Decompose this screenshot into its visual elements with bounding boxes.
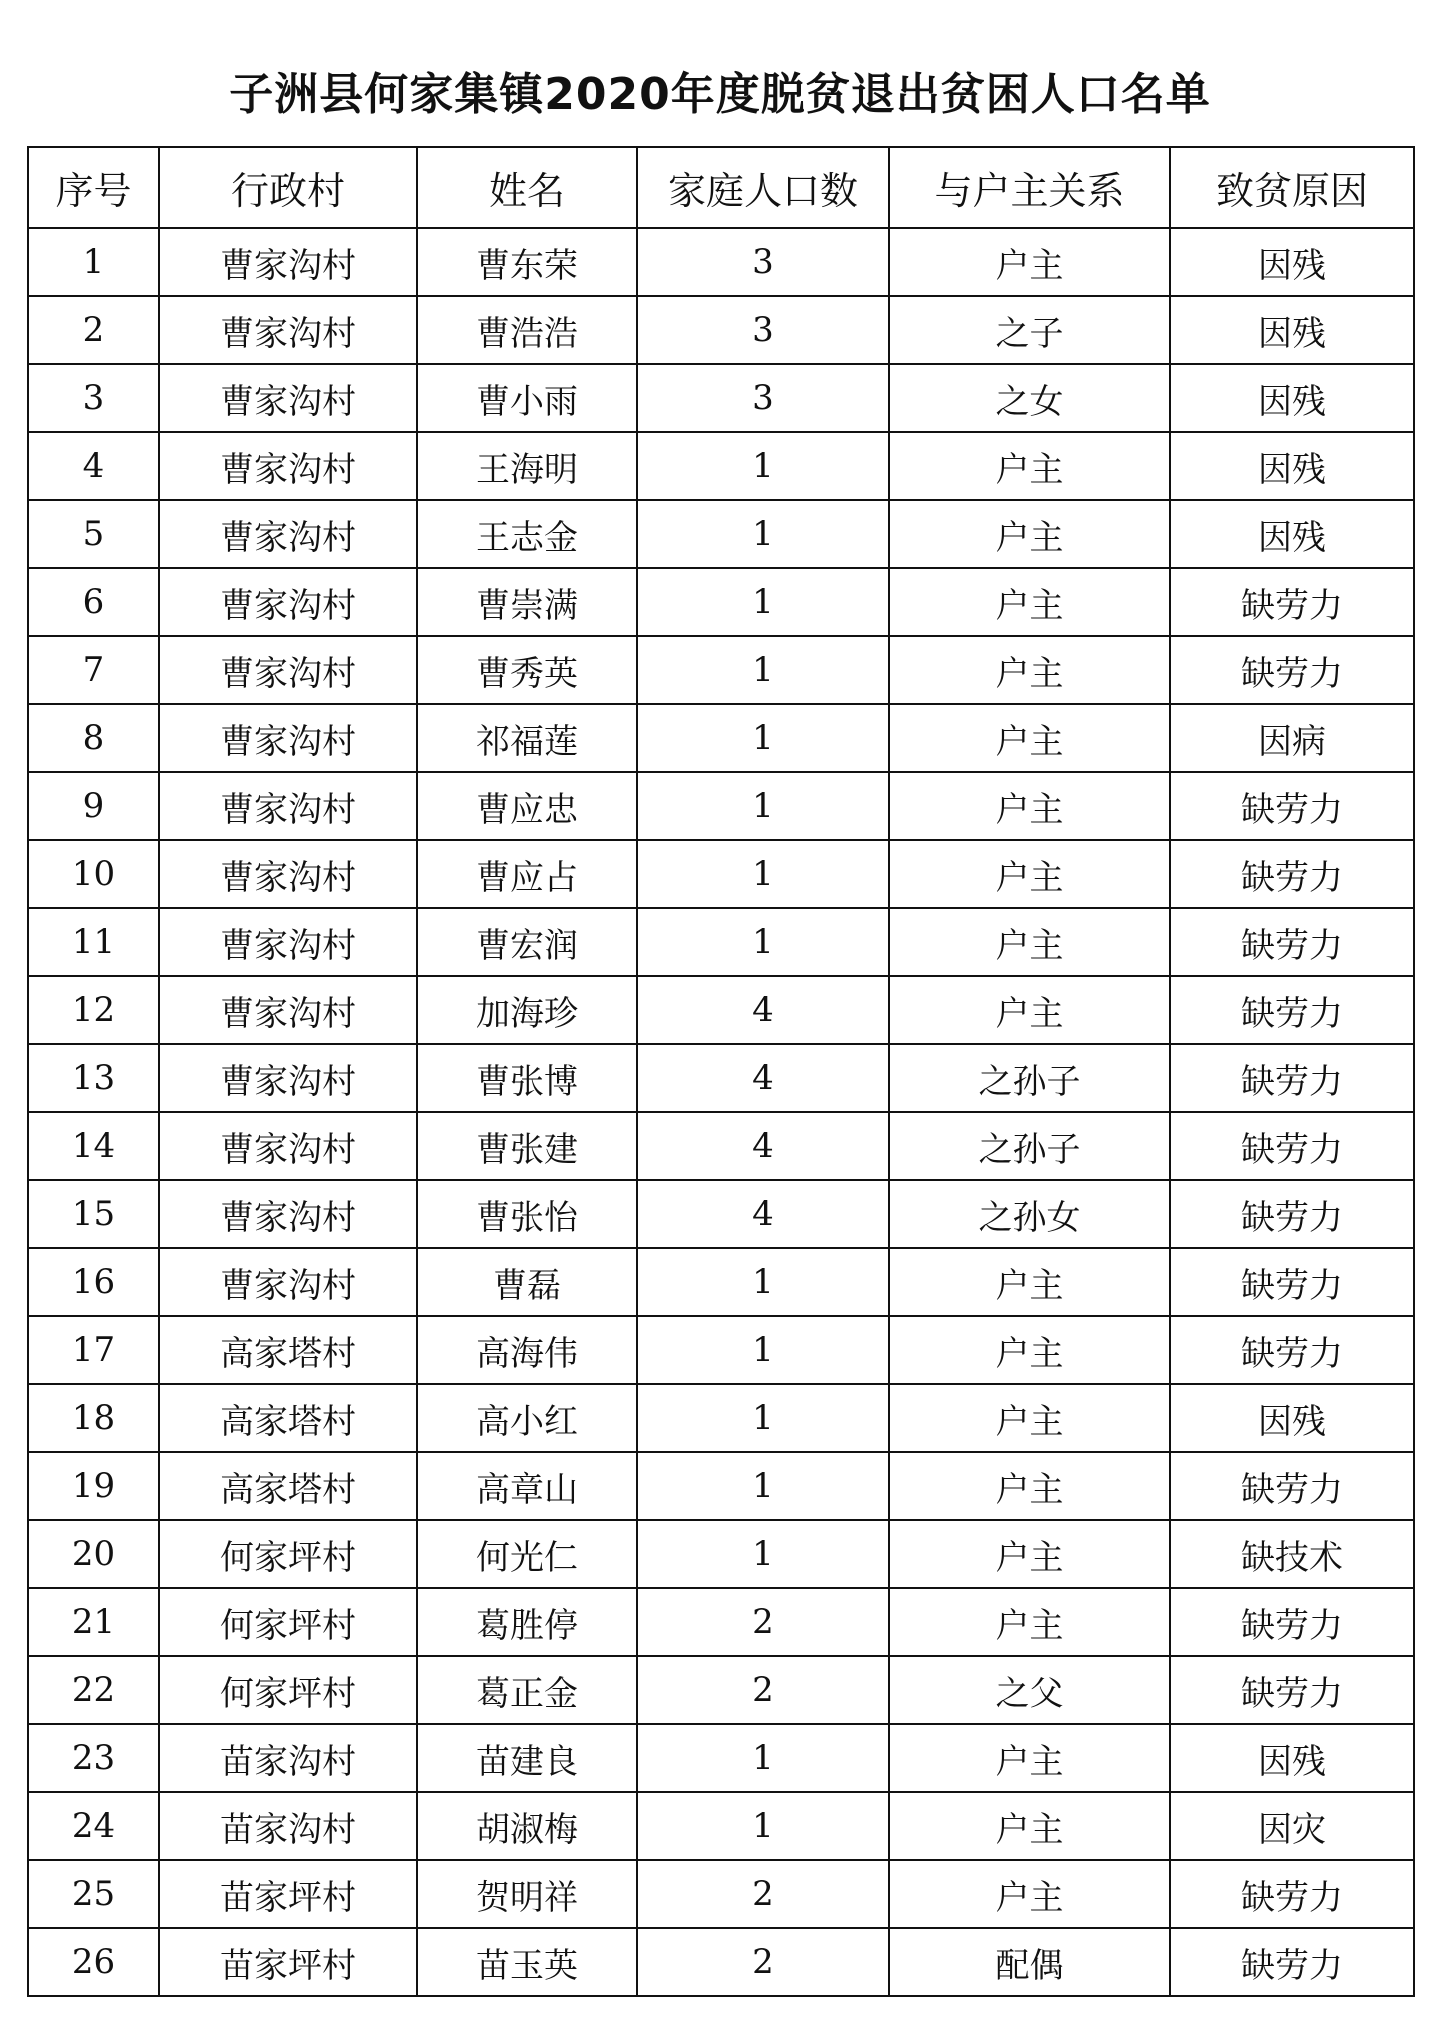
cell-serial: 11 <box>28 908 159 976</box>
cell-village: 苗家沟村 <box>159 1724 417 1792</box>
cell-name: 曹张建 <box>417 1112 637 1180</box>
cell-poverty-cause: 缺劳力 <box>1170 840 1414 908</box>
cell-relation: 户主 <box>889 772 1170 840</box>
cell-poverty-cause: 缺劳力 <box>1170 772 1414 840</box>
cell-serial: 24 <box>28 1792 159 1860</box>
cell-name: 苗玉英 <box>417 1928 637 1996</box>
cell-name: 葛正金 <box>417 1656 637 1724</box>
cell-village: 曹家沟村 <box>159 636 417 704</box>
cell-household-size: 2 <box>637 1928 889 1996</box>
cell-name: 高小红 <box>417 1384 637 1452</box>
cell-village: 苗家沟村 <box>159 1792 417 1860</box>
cell-name: 曹崇满 <box>417 568 637 636</box>
cell-household-size: 1 <box>637 1384 889 1452</box>
cell-relation: 户主 <box>889 500 1170 568</box>
cell-relation: 户主 <box>889 636 1170 704</box>
cell-household-size: 1 <box>637 1248 889 1316</box>
cell-poverty-cause: 因残 <box>1170 228 1414 296</box>
cell-relation: 配偶 <box>889 1928 1170 1996</box>
cell-household-size: 2 <box>637 1588 889 1656</box>
cell-household-size: 1 <box>637 704 889 772</box>
cell-poverty-cause: 因残 <box>1170 1724 1414 1792</box>
cell-relation: 户主 <box>889 908 1170 976</box>
cell-poverty-cause: 缺劳力 <box>1170 1044 1414 1112</box>
cell-village: 曹家沟村 <box>159 1112 417 1180</box>
cell-relation: 户主 <box>889 704 1170 772</box>
table-row <box>28 1860 1414 1928</box>
cell-serial: 19 <box>28 1452 159 1520</box>
cell-poverty-cause: 缺劳力 <box>1170 1248 1414 1316</box>
cell-poverty-cause: 缺劳力 <box>1170 1112 1414 1180</box>
cell-serial: 1 <box>28 228 159 296</box>
table-row <box>28 432 1414 500</box>
cell-household-size: 2 <box>637 1656 889 1724</box>
cell-household-size: 1 <box>637 568 889 636</box>
cell-serial: 17 <box>28 1316 159 1384</box>
table-header-row <box>28 147 1414 228</box>
cell-village: 曹家沟村 <box>159 1248 417 1316</box>
cell-household-size: 1 <box>637 840 889 908</box>
cell-village: 高家塔村 <box>159 1384 417 1452</box>
cell-name: 曹张怡 <box>417 1180 637 1248</box>
cell-poverty-cause: 缺劳力 <box>1170 908 1414 976</box>
cell-name: 王志金 <box>417 500 637 568</box>
header-name: 姓名 <box>417 147 637 228</box>
cell-name: 祁福莲 <box>417 704 637 772</box>
table-row <box>28 1928 1414 1996</box>
cell-serial: 2 <box>28 296 159 364</box>
cell-relation: 户主 <box>889 1452 1170 1520</box>
table-row <box>28 1588 1414 1656</box>
cell-poverty-cause: 缺技术 <box>1170 1520 1414 1588</box>
cell-household-size: 3 <box>637 364 889 432</box>
cell-relation: 户主 <box>889 228 1170 296</box>
cell-household-size: 1 <box>637 636 889 704</box>
header-poverty-cause: 致贫原因 <box>1170 147 1414 228</box>
cell-poverty-cause: 缺劳力 <box>1170 1180 1414 1248</box>
cell-relation: 户主 <box>889 432 1170 500</box>
table-row <box>28 1520 1414 1588</box>
cell-serial: 4 <box>28 432 159 500</box>
cell-poverty-cause: 缺劳力 <box>1170 1452 1414 1520</box>
cell-poverty-cause: 因残 <box>1170 296 1414 364</box>
cell-village: 曹家沟村 <box>159 840 417 908</box>
cell-relation: 之女 <box>889 364 1170 432</box>
cell-household-size: 3 <box>637 296 889 364</box>
cell-relation: 户主 <box>889 976 1170 1044</box>
cell-household-size: 3 <box>637 228 889 296</box>
table-row <box>28 976 1414 1044</box>
cell-relation: 户主 <box>889 1588 1170 1656</box>
table-row <box>28 568 1414 636</box>
table-row <box>28 1180 1414 1248</box>
cell-serial: 16 <box>28 1248 159 1316</box>
cell-village: 何家坪村 <box>159 1588 417 1656</box>
cell-relation: 之孙子 <box>889 1044 1170 1112</box>
cell-poverty-cause: 因残 <box>1170 364 1414 432</box>
cell-name: 何光仁 <box>417 1520 637 1588</box>
table-row <box>28 228 1414 296</box>
cell-relation: 户主 <box>889 1860 1170 1928</box>
cell-village: 苗家坪村 <box>159 1928 417 1996</box>
cell-village: 曹家沟村 <box>159 772 417 840</box>
table-body <box>28 228 1414 1996</box>
poverty-exit-table <box>27 146 1415 1997</box>
cell-name: 曹应占 <box>417 840 637 908</box>
table-row <box>28 772 1414 840</box>
table-row <box>28 704 1414 772</box>
cell-name: 曹应忠 <box>417 772 637 840</box>
cell-serial: 26 <box>28 1928 159 1996</box>
table-row <box>28 1044 1414 1112</box>
cell-household-size: 4 <box>637 1044 889 1112</box>
cell-serial: 14 <box>28 1112 159 1180</box>
cell-relation: 之子 <box>889 296 1170 364</box>
cell-household-size: 4 <box>637 1112 889 1180</box>
table-row <box>28 500 1414 568</box>
cell-name: 高章山 <box>417 1452 637 1520</box>
cell-poverty-cause: 因灾 <box>1170 1792 1414 1860</box>
cell-relation: 户主 <box>889 1792 1170 1860</box>
cell-serial: 9 <box>28 772 159 840</box>
cell-relation: 户主 <box>889 1384 1170 1452</box>
cell-village: 曹家沟村 <box>159 704 417 772</box>
cell-household-size: 1 <box>637 908 889 976</box>
cell-serial: 3 <box>28 364 159 432</box>
cell-relation: 户主 <box>889 1248 1170 1316</box>
cell-serial: 23 <box>28 1724 159 1792</box>
document-title: 子洲县何家集镇2020年度脱贫退出贫困人口名单 <box>229 69 1211 120</box>
cell-name: 曹浩浩 <box>417 296 637 364</box>
cell-poverty-cause: 缺劳力 <box>1170 976 1414 1044</box>
cell-poverty-cause: 缺劳力 <box>1170 568 1414 636</box>
cell-relation: 户主 <box>889 1316 1170 1384</box>
cell-household-size: 1 <box>637 772 889 840</box>
table-row <box>28 1656 1414 1724</box>
cell-serial: 25 <box>28 1860 159 1928</box>
cell-serial: 20 <box>28 1520 159 1588</box>
cell-poverty-cause: 缺劳力 <box>1170 1860 1414 1928</box>
cell-village: 高家塔村 <box>159 1316 417 1384</box>
cell-household-size: 2 <box>637 1860 889 1928</box>
cell-village: 曹家沟村 <box>159 296 417 364</box>
table-row <box>28 1248 1414 1316</box>
table-row <box>28 364 1414 432</box>
cell-serial: 18 <box>28 1384 159 1452</box>
cell-household-size: 1 <box>637 432 889 500</box>
cell-name: 高海伟 <box>417 1316 637 1384</box>
cell-serial: 10 <box>28 840 159 908</box>
table-row <box>28 840 1414 908</box>
cell-name: 曹磊 <box>417 1248 637 1316</box>
cell-relation: 户主 <box>889 840 1170 908</box>
cell-name: 曹东荣 <box>417 228 637 296</box>
table-row <box>28 1792 1414 1860</box>
cell-household-size: 1 <box>637 1792 889 1860</box>
cell-village: 曹家沟村 <box>159 976 417 1044</box>
table-row <box>28 1724 1414 1792</box>
cell-serial: 15 <box>28 1180 159 1248</box>
cell-serial: 13 <box>28 1044 159 1112</box>
cell-serial: 21 <box>28 1588 159 1656</box>
cell-name: 加海珍 <box>417 976 637 1044</box>
table-row <box>28 296 1414 364</box>
table-row <box>28 1112 1414 1180</box>
cell-household-size: 1 <box>637 500 889 568</box>
cell-village: 苗家坪村 <box>159 1860 417 1928</box>
cell-name: 王海明 <box>417 432 637 500</box>
cell-household-size: 1 <box>637 1520 889 1588</box>
cell-village: 何家坪村 <box>159 1520 417 1588</box>
cell-household-size: 1 <box>637 1316 889 1384</box>
cell-poverty-cause: 因残 <box>1170 500 1414 568</box>
cell-household-size: 1 <box>637 1724 889 1792</box>
cell-serial: 12 <box>28 976 159 1044</box>
cell-poverty-cause: 因残 <box>1170 1384 1414 1452</box>
cell-serial: 8 <box>28 704 159 772</box>
cell-name: 苗建良 <box>417 1724 637 1792</box>
header-relation: 与户主关系 <box>889 147 1170 228</box>
cell-poverty-cause: 缺劳力 <box>1170 1316 1414 1384</box>
cell-poverty-cause: 因病 <box>1170 704 1414 772</box>
cell-relation: 之父 <box>889 1656 1170 1724</box>
cell-poverty-cause: 缺劳力 <box>1170 636 1414 704</box>
cell-relation: 之孙女 <box>889 1180 1170 1248</box>
cell-village: 曹家沟村 <box>159 228 417 296</box>
cell-village: 曹家沟村 <box>159 364 417 432</box>
cell-name: 胡淑梅 <box>417 1792 637 1860</box>
cell-village: 高家塔村 <box>159 1452 417 1520</box>
cell-name: 曹宏润 <box>417 908 637 976</box>
cell-name: 曹秀英 <box>417 636 637 704</box>
header-household-size: 家庭人口数 <box>637 147 889 228</box>
cell-poverty-cause: 缺劳力 <box>1170 1928 1414 1996</box>
table-row <box>28 908 1414 976</box>
cell-village: 曹家沟村 <box>159 500 417 568</box>
cell-poverty-cause: 缺劳力 <box>1170 1656 1414 1724</box>
cell-relation: 之孙子 <box>889 1112 1170 1180</box>
cell-serial: 7 <box>28 636 159 704</box>
table-row <box>28 1452 1414 1520</box>
cell-relation: 户主 <box>889 1520 1170 1588</box>
cell-name: 曹小雨 <box>417 364 637 432</box>
cell-village: 曹家沟村 <box>159 432 417 500</box>
cell-village: 曹家沟村 <box>159 908 417 976</box>
table-row <box>28 1316 1414 1384</box>
cell-village: 何家坪村 <box>159 1656 417 1724</box>
cell-poverty-cause: 缺劳力 <box>1170 1588 1414 1656</box>
cell-serial: 5 <box>28 500 159 568</box>
cell-name: 曹张博 <box>417 1044 637 1112</box>
cell-serial: 22 <box>28 1656 159 1724</box>
cell-household-size: 4 <box>637 976 889 1044</box>
cell-household-size: 4 <box>637 1180 889 1248</box>
cell-village: 曹家沟村 <box>159 1044 417 1112</box>
cell-household-size: 1 <box>637 1452 889 1520</box>
cell-name: 贺明祥 <box>417 1860 637 1928</box>
table-row <box>28 1384 1414 1452</box>
cell-village: 曹家沟村 <box>159 1180 417 1248</box>
table-row <box>28 636 1414 704</box>
cell-name: 葛胜停 <box>417 1588 637 1656</box>
header-village: 行政村 <box>159 147 417 228</box>
cell-poverty-cause: 因残 <box>1170 432 1414 500</box>
cell-serial: 6 <box>28 568 159 636</box>
cell-relation: 户主 <box>889 1724 1170 1792</box>
cell-village: 曹家沟村 <box>159 568 417 636</box>
header-serial: 序号 <box>28 147 159 228</box>
cell-relation: 户主 <box>889 568 1170 636</box>
